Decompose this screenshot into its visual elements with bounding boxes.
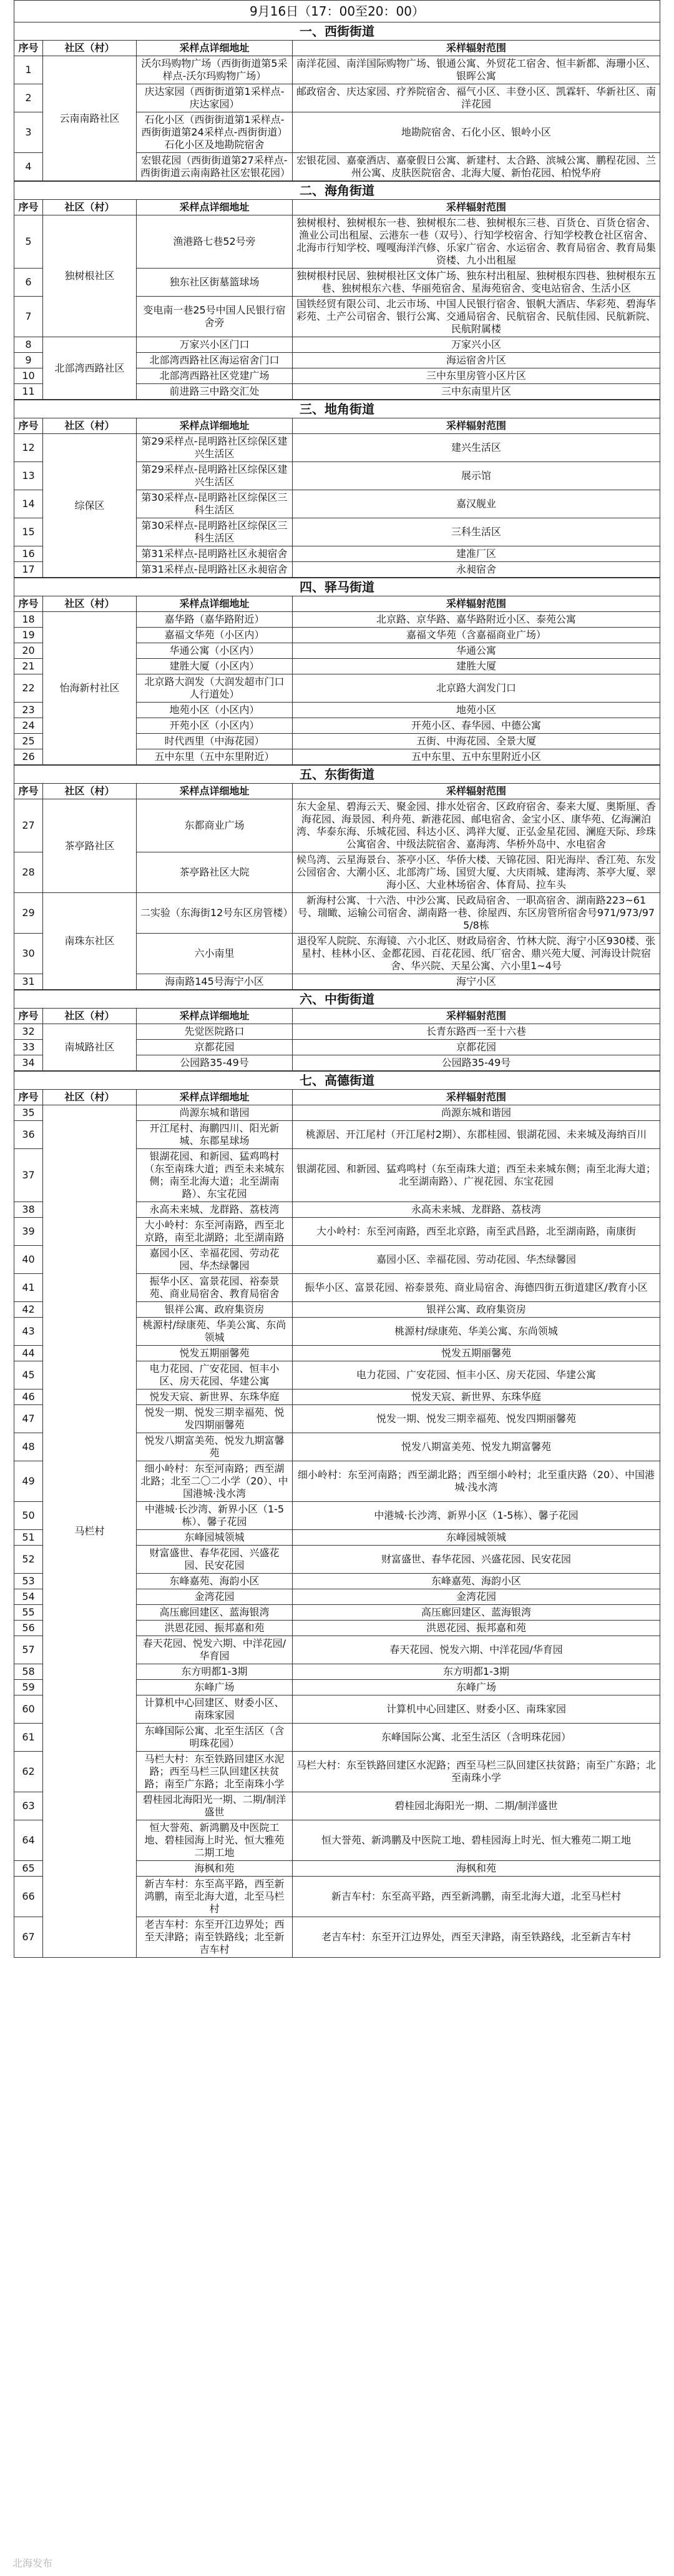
address-cell: 碧桂园北海阳光一期、二期/制洋盛世 <box>137 1792 293 1820</box>
address-cell: 庆达家园（西街街道第1采样点-庆达家园） <box>137 84 293 112</box>
address-cell: 北京路大润发（大润发超市门口人行道处） <box>137 674 293 703</box>
section-title: 六、中街街道 <box>14 990 660 1008</box>
range-header: 采样辐射范围 <box>293 418 660 434</box>
seq-header: 序号 <box>14 596 43 612</box>
range-cell: 三中东里房管小区片区 <box>293 368 660 384</box>
address-cell: 海南路145号海宁小区 <box>137 974 293 990</box>
community-cell: 北部湾西路社区 <box>43 337 137 400</box>
range-cell: 新吉车村：东至高平路，西至新鸿鹏，南至北海大道，北至马栏村 <box>293 1877 660 1917</box>
community-header: 社区（村） <box>43 1009 137 1024</box>
seq-cell: 17 <box>14 562 43 578</box>
range-cell: 展示馆 <box>293 462 660 490</box>
range-cell: 国铁经贸有限公司、北云市场、中国人民银行宿舍、银帆大酒店、华彩苑、碧海华彩苑、土产公司宿舍、银行公寓、交通局宿舍、民航宿舍、民航佳园、民航新院、民航附属楼 <box>293 297 660 337</box>
address-cell: 永高未来城、龙群路、荔枝湾 <box>137 1202 293 1218</box>
address-cell: 京都花园 <box>137 1040 293 1055</box>
address-cell: 悦发五期丽馨苑 <box>137 1346 293 1361</box>
seq-cell: 2 <box>14 84 43 112</box>
seq-cell: 31 <box>14 974 43 990</box>
address-cell: 六小南里 <box>137 934 293 974</box>
table-header-row <box>14 418 660 434</box>
seq-cell: 25 <box>14 734 43 749</box>
community-cell: 茶亭路社区 <box>43 799 137 893</box>
seq-cell: 45 <box>14 1361 43 1389</box>
address-cell: 嘉园小区、幸福花园、劳动花园、华杰绿馨园 <box>137 1246 293 1274</box>
range-cell: 银湖花园、和新园、猛鸡鸣村（东至南珠大道；西至未来城东侧；南至北海大道；北至湖南路）、广视花园、东宝花园 <box>293 1149 660 1202</box>
table-row <box>14 1024 660 1040</box>
section <box>14 400 660 578</box>
address-cell: 前进路三中路交汇处 <box>137 384 293 400</box>
seq-cell: 51 <box>14 1530 43 1546</box>
range-cell: 东大金星、碧海云天、聚金园、排水处宿舍、区政府宿舍、泰来大厦、奥斯厘、香海花园、海景园、利舟苑、新港花园、邮电宿舍、金宝小区、康华苑、亿海澜泊湾、华泰东海、乐城花园、科达小区、鸿祥大厦、正弘金星花园、澜庭天际、珍珠公寓宿舍、中级法院宿舍、嘉海湾、华桥外岛中、水电宿舍 <box>293 799 660 852</box>
address-cell: 渔港路七巷52号旁 <box>137 215 293 269</box>
seq-cell: 12 <box>14 434 43 462</box>
seq-cell: 47 <box>14 1405 43 1433</box>
seq-cell: 67 <box>14 1917 43 1958</box>
seq-cell: 44 <box>14 1346 43 1361</box>
range-cell: 邮政宿舍、庆达家园、疗养院宿舍、福气小区、丰登小区、凯霖轩、华新社区、南洋花园 <box>293 84 660 112</box>
seq-cell: 5 <box>14 215 43 269</box>
range-cell: 电力花园、广安花园、恒丰小区、房天花园、华建公寓 <box>293 1361 660 1389</box>
address-cell: 开苑小区（小区内） <box>137 718 293 734</box>
address-cell: 中港城·长沙湾、新界小区（1-5栋）、馨子花园 <box>137 1502 293 1530</box>
address-cell: 春天花园、悦发六期、中洋花园/华育园 <box>137 1636 293 1664</box>
range-cell: 京都花园 <box>293 1040 660 1055</box>
range-cell: 嘉汉舰业 <box>293 490 660 518</box>
address-cell: 计算机中心回建区、财委小区、南珠家园 <box>137 1695 293 1724</box>
address-cell: 华通公寓（小区内） <box>137 643 293 659</box>
address-cell: 变电南一巷25号中国人民银行宿舍旁 <box>137 297 293 337</box>
range-header: 采样辐射范围 <box>293 41 660 56</box>
range-cell: 三科生活区 <box>293 518 660 546</box>
community-header: 社区（村） <box>43 41 137 56</box>
table-row <box>14 337 660 353</box>
address-cell: 洪恩花园、振邦嘉和苑 <box>137 1621 293 1636</box>
seq-cell: 20 <box>14 643 43 659</box>
community-cell: 南珠东社区 <box>43 893 137 990</box>
section-title: 四、驿马街道 <box>14 578 660 596</box>
seq-cell: 36 <box>14 1121 43 1149</box>
seq-cell: 52 <box>14 1546 43 1574</box>
seq-cell: 64 <box>14 1820 43 1861</box>
range-cell: 宏银花园、嘉豪酒店、嘉豪假日公寓、新建村、太合路、滨城公寓、鹏程花园、兰州公寓、皮肤医院宿舍、北海大厦、新怡花园、柏悦华府 <box>293 153 660 181</box>
seq-cell: 29 <box>14 893 43 934</box>
section <box>14 578 660 765</box>
section <box>14 22 660 181</box>
seq-cell: 10 <box>14 368 43 384</box>
address-cell: 嘉福文华苑（小区内） <box>137 628 293 643</box>
range-cell: 海枫和苑 <box>293 1861 660 1877</box>
address-cell: 恒大誉苑、新鸿鹏及中医院工地、碧桂园海上时光、恒大雅苑二期工地 <box>137 1820 293 1861</box>
seq-cell: 3 <box>14 112 43 153</box>
seq-cell: 43 <box>14 1318 43 1346</box>
community-cell: 怡海新村社区 <box>43 612 137 765</box>
seq-header: 序号 <box>14 418 43 434</box>
table-row <box>14 612 660 628</box>
address-cell: 独东社区街墓篮球场 <box>137 269 293 297</box>
range-cell: 五街、中海花园、全景大厦 <box>293 734 660 749</box>
address-cell: 悦发一期、悦发三期幸福苑、悦发四期丽馨苑 <box>137 1405 293 1433</box>
seq-cell: 13 <box>14 462 43 490</box>
address-cell: 茶亭路社区大院 <box>137 852 293 893</box>
address-cell: 银湖花园、和新园、猛鸡鸣村（东至南珠大道；西至未来城东侧；南至北海大道；北至湖南路）、东宝花园 <box>137 1149 293 1202</box>
page-title: 9月16日（17：00至20：00） <box>14 0 660 22</box>
range-cell: 东峰园城领城 <box>293 1530 660 1546</box>
address-header: 采样点详细地址 <box>137 41 293 56</box>
community-cell: 独树根社区 <box>43 215 137 337</box>
sampling-table <box>14 1008 660 1071</box>
address-cell: 财富盛世、春华花园、兴盛花园、民安花园 <box>137 1546 293 1574</box>
seq-cell: 61 <box>14 1724 43 1752</box>
address-cell: 悦发天宸、新世界、东珠华庭 <box>137 1389 293 1405</box>
seq-cell: 40 <box>14 1246 43 1274</box>
address-cell: 东峰国际公寓、北至生活区（含明珠花园） <box>137 1724 293 1752</box>
section <box>14 181 660 400</box>
address-cell: 五中东里（五中东里附近） <box>137 749 293 765</box>
address-cell: 东峰嘉苑、海韵小区 <box>137 1574 293 1589</box>
seq-cell: 59 <box>14 1680 43 1695</box>
section <box>14 1071 660 1958</box>
range-cell: 南洋花园、南洋国际购物广场、银通公寓、外贸花工宿舍、恒丰新都、海珊小区、银晖公寓 <box>293 56 660 84</box>
range-cell: 洪恩花园、振邦嘉和苑 <box>293 1621 660 1636</box>
range-cell: 细小岭村：东至河南路；西至湖北路；西至细小岭村；北至重庆路（20）、中国港城·浅水湾 <box>293 1461 660 1502</box>
range-cell: 长青东路西一至十六巷 <box>293 1024 660 1040</box>
community-cell: 南城路社区 <box>43 1024 137 1071</box>
section-title: 七、高德街道 <box>14 1071 660 1089</box>
section <box>14 990 660 1071</box>
range-cell: 碧桂园北海阳光一期、二期/制洋盛世 <box>293 1792 660 1820</box>
range-cell: 东峰嘉苑、海韵小区 <box>293 1574 660 1589</box>
address-cell: 东都商业广场 <box>137 799 293 852</box>
range-cell: 恒大誉苑、新鸿鹏及中医院工地、碧桂园海上时光、恒大雅苑二期工地 <box>293 1820 660 1861</box>
address-cell: 第30采样点-昆明路社区综保区三科生活区 <box>137 490 293 518</box>
seq-cell: 49 <box>14 1461 43 1502</box>
range-header: 采样辐射范围 <box>293 1009 660 1024</box>
seq-cell: 26 <box>14 749 43 765</box>
range-cell: 悦发天宸、新世界、东珠华庭 <box>293 1389 660 1405</box>
seq-cell: 35 <box>14 1105 43 1121</box>
section-title: 一、西街街道 <box>14 22 660 40</box>
seq-cell: 15 <box>14 518 43 546</box>
table-row <box>14 56 660 84</box>
address-cell: 电力花园、广安花园、恒丰小区、房天花园、华建公寓 <box>137 1361 293 1389</box>
community-cell: 云南南路社区 <box>43 56 137 181</box>
range-cell: 中港城·长沙湾、新界小区（1-5栋）、馨子花园 <box>293 1502 660 1530</box>
address-header: 采样点详细地址 <box>137 418 293 434</box>
seq-cell: 6 <box>14 269 43 297</box>
address-cell: 第31采样点-昆明路社区永昶宿舍 <box>137 562 293 578</box>
section-title: 二、海角街道 <box>14 181 660 199</box>
range-cell: 东峰国际公寓、北至生活区（含明珠花园） <box>293 1724 660 1752</box>
seq-cell: 37 <box>14 1149 43 1202</box>
range-cell: 振华小区、富景花园、裕泰景苑、商业局宿舍、海德四街五街道建区/教育小区 <box>293 1274 660 1302</box>
range-header: 采样辐射范围 <box>293 596 660 612</box>
seq-cell: 19 <box>14 628 43 643</box>
seq-header: 序号 <box>14 41 43 56</box>
range-cell: 华通公寓 <box>293 643 660 659</box>
address-header: 采样点详细地址 <box>137 200 293 215</box>
address-cell: 石化小区（西街街道第1采样点-西街街道第24采样点-西街街道）石化小区及地勘院宿舍 <box>137 112 293 153</box>
seq-cell: 23 <box>14 703 43 718</box>
address-cell: 桃源村/绿康苑、华美公寓、东尚领城 <box>137 1318 293 1346</box>
address-cell: 东峰广场 <box>137 1680 293 1695</box>
seq-cell: 63 <box>14 1792 43 1820</box>
range-cell: 东峰广场 <box>293 1680 660 1695</box>
address-cell: 第31采样点-昆明路社区永昶宿舍 <box>137 546 293 562</box>
address-cell: 高压廊回建区、蓝海银湾 <box>137 1605 293 1621</box>
seq-cell: 62 <box>14 1752 43 1792</box>
seq-cell: 42 <box>14 1302 43 1318</box>
seq-cell: 18 <box>14 612 43 628</box>
address-cell: 二实验（东海街12号东区房管楼） <box>137 893 293 934</box>
range-cell: 三中东南里片区 <box>293 384 660 400</box>
seq-cell: 60 <box>14 1695 43 1724</box>
seq-cell: 55 <box>14 1605 43 1621</box>
address-header: 采样点详细地址 <box>137 596 293 612</box>
range-cell: 悦发一期、悦发三期幸福苑、悦发四期丽馨苑 <box>293 1405 660 1433</box>
address-cell: 开江尾村、海鹏四川、阳光新城、东郡星球场 <box>137 1121 293 1149</box>
range-cell: 桃源村/绿康苑、华美公寓、东尚领城 <box>293 1318 660 1346</box>
address-cell: 东峰园城领城 <box>137 1530 293 1546</box>
range-cell: 高压廊回建区、蓝海银湾 <box>293 1605 660 1621</box>
address-cell: 先觉医院路口 <box>137 1024 293 1040</box>
table-row <box>14 893 660 934</box>
range-cell: 万家兴小区 <box>293 337 660 353</box>
table-header-row <box>14 1009 660 1024</box>
range-cell: 财富盛世、春华花园、兴盛花园、民安花园 <box>293 1546 660 1574</box>
address-cell: 第30采样点-昆明路社区综保区三科生活区 <box>137 518 293 546</box>
address-cell: 万家兴小区门口 <box>137 337 293 353</box>
range-cell: 银祥公寓、政府集资房 <box>293 1302 660 1318</box>
address-header: 采样点详细地址 <box>137 1090 293 1105</box>
seq-cell: 41 <box>14 1274 43 1302</box>
range-header: 采样辐射范围 <box>293 200 660 215</box>
sections-container <box>14 22 660 1958</box>
seq-cell: 39 <box>14 1218 43 1246</box>
sampling-table <box>14 418 660 578</box>
seq-cell: 1 <box>14 56 43 84</box>
address-header: 采样点详细地址 <box>137 784 293 799</box>
sampling-table <box>14 783 660 990</box>
seq-cell: 16 <box>14 546 43 562</box>
range-cell: 独树根村民居、独树根社区文体广场、独东村出租屋、独树根东四巷、独树根东五巷、独树根东六巷、华丽苑宿舍、星海苑宿舍、变电站宿舍、生活小区 <box>293 269 660 297</box>
sampling-table <box>14 199 660 400</box>
range-cell: 春天花园、悦发六期、中洋花园/华育园 <box>293 1636 660 1664</box>
address-cell: 银祥公寓、政府集资房 <box>137 1302 293 1318</box>
seq-cell: 11 <box>14 384 43 400</box>
community-cell: 马栏村 <box>43 1105 137 1958</box>
address-cell: 第29采样点-昆明路社区综保区建兴生活区 <box>137 462 293 490</box>
seq-header: 序号 <box>14 1009 43 1024</box>
table-row <box>14 799 660 852</box>
seq-cell: 9 <box>14 353 43 368</box>
range-cell: 建胜大厦 <box>293 659 660 674</box>
range-cell: 悦发五期丽馨苑 <box>293 1346 660 1361</box>
seq-header: 序号 <box>14 784 43 799</box>
address-cell: 宏银花园（西街街道第27采样点-西街街道云南南路社区宏银花园） <box>137 153 293 181</box>
table-row <box>14 215 660 269</box>
seq-header: 序号 <box>14 200 43 215</box>
sampling-table <box>14 40 660 181</box>
range-cell: 地勘院宿舍、石化小区、银岭小区 <box>293 112 660 153</box>
seq-cell: 38 <box>14 1202 43 1218</box>
seq-cell: 28 <box>14 852 43 893</box>
range-cell: 北京路大润发门口 <box>293 674 660 703</box>
address-cell: 马栏大村：东至铁路回建区水泥路；西至马栏三队回建区扶贫路；南至广东路；北至南珠小学 <box>137 1752 293 1792</box>
table-header-row <box>14 41 660 56</box>
range-cell: 大小岭村：东至河南路，西至北京路，南至武昌路，北至湖南路，南康街 <box>293 1218 660 1246</box>
seq-cell: 30 <box>14 934 43 974</box>
range-cell: 马栏大村：东至铁路回建区水泥路；西至马栏三队回建区扶贫路；南至广东路；北至南珠小学 <box>293 1752 660 1792</box>
seq-cell: 66 <box>14 1877 43 1917</box>
address-cell: 海枫和苑 <box>137 1861 293 1877</box>
seq-cell: 48 <box>14 1433 43 1461</box>
range-cell: 新海村公寓、十六浩、中沙公寓、民政局宿舍、一职高宿舍、湖南路223~61号、瑞瞰、运输公司宿舍、湖南路一巷、徐屋西、东区房管所宿舍号971/973/975/8栋 <box>293 893 660 934</box>
range-cell: 老吉车村：东至开江边界处，西至天津路，南至铁路线，北至新吉车村 <box>293 1917 660 1958</box>
address-cell: 老吉车村：东至开江边界处；西至天津路；南至铁路线；北至新吉车村 <box>137 1917 293 1958</box>
section-title: 三、地角街道 <box>14 400 660 418</box>
seq-cell: 24 <box>14 718 43 734</box>
address-cell: 公园路35-49号 <box>137 1055 293 1071</box>
address-cell: 东方明都1-3期 <box>137 1664 293 1680</box>
range-cell: 嘉园小区、幸福花园、劳动花园、华杰绿馨园 <box>293 1246 660 1274</box>
seq-cell: 32 <box>14 1024 43 1040</box>
address-cell: 大小岭村：东至河南路，西至北京路，南至北湖路；北至湖南路 <box>137 1218 293 1246</box>
seq-cell: 22 <box>14 674 43 703</box>
range-cell: 建准厂区 <box>293 546 660 562</box>
sampling-table <box>14 1089 660 1958</box>
address-cell: 尚源东城和谐园 <box>137 1105 293 1121</box>
range-cell: 桃源居、开江尾村（开江尾村2期）、东郡桂园、银湖花园、未来城及海纳百川 <box>293 1121 660 1149</box>
community-cell: 综保区 <box>43 434 137 578</box>
seq-cell: 14 <box>14 490 43 518</box>
seq-cell: 8 <box>14 337 43 353</box>
range-cell: 五中东里、五中东里附近小区 <box>293 749 660 765</box>
range-cell: 嘉福文华苑（含嘉福商业广场） <box>293 628 660 643</box>
watermark: 北海发布 <box>12 2557 53 2569</box>
section-title: 五、东街街道 <box>14 765 660 783</box>
seq-cell: 34 <box>14 1055 43 1071</box>
range-header: 采样辐射范围 <box>293 784 660 799</box>
table-row <box>14 1105 660 1121</box>
table-header-row <box>14 784 660 799</box>
range-cell: 建兴生活区 <box>293 434 660 462</box>
address-cell: 北部湾西路社区海运宿舍门口 <box>137 353 293 368</box>
address-cell: 北部湾西路社区党建广场 <box>137 368 293 384</box>
address-cell: 建胜大厦（小区内） <box>137 659 293 674</box>
table-header-row <box>14 1090 660 1105</box>
community-header: 社区（村） <box>43 1090 137 1105</box>
address-cell: 新吉车村：东至高平路，西至新鸿鹏，南至北海大道，北至马栏村 <box>137 1877 293 1917</box>
seq-cell: 7 <box>14 297 43 337</box>
range-cell: 尚源东城和谐园 <box>293 1105 660 1121</box>
range-cell: 金湾花园 <box>293 1589 660 1605</box>
range-cell: 永高未来城、龙群路、荔枝湾 <box>293 1202 660 1218</box>
range-cell: 开苑小区、春华园、中德公寓 <box>293 718 660 734</box>
seq-cell: 21 <box>14 659 43 674</box>
community-header: 社区（村） <box>43 784 137 799</box>
address-cell: 悦发八期富美苑、悦发九期富馨苑 <box>137 1433 293 1461</box>
range-cell: 海运宿舍片区 <box>293 353 660 368</box>
address-cell: 地苑小区（小区内） <box>137 703 293 718</box>
address-cell: 金湾花园 <box>137 1589 293 1605</box>
range-cell: 计算机中心回建区、财委小区、南珠家园 <box>293 1695 660 1724</box>
seq-cell: 53 <box>14 1574 43 1589</box>
range-cell: 独树根村、独树根东一巷、独树根东二巷、独树根东三巷、百货仓、百货仓宿舍、渔业公司出租屋、云港东一巷（双号）、行知学校宿舍、行知学校教仓社区宿舍、北海市行知学校、嘎嘎海洋汽修、乐家广宿舍、水运宿舍、教育局宿舍、教育局集资楼、九小出租屋 <box>293 215 660 269</box>
section <box>14 765 660 990</box>
address-cell: 细小岭村：东至河南路；西至湖北路；北至二〇二小学（20）、中国港城·浅水湾 <box>137 1461 293 1502</box>
range-cell: 地苑小区 <box>293 703 660 718</box>
range-cell: 北京路、京华路、嘉华路附近小区、泰苑公寓 <box>293 612 660 628</box>
range-cell: 退役军人院院、东海镜、六小北区、财政局宿舍、竹林大院、海宁小区930楼、张星村、桂林小区、金都花园、百花花园、纸厂宿舍、鼎兴苑大厦、河海设计院宿舍、华兴院、天星公寓、六小里1~4号 <box>293 934 660 974</box>
seq-cell: 33 <box>14 1040 43 1055</box>
address-cell: 时代西里（中海花园） <box>137 734 293 749</box>
seq-cell: 27 <box>14 799 43 852</box>
range-cell: 海宁小区 <box>293 974 660 990</box>
address-cell: 第29采样点-昆明路社区综保区建兴生活区 <box>137 434 293 462</box>
range-header: 采样辐射范围 <box>293 1090 660 1105</box>
community-header: 社区（村） <box>43 200 137 215</box>
table-header-row <box>14 200 660 215</box>
seq-cell: 50 <box>14 1502 43 1530</box>
address-header: 采样点详细地址 <box>137 1009 293 1024</box>
seq-cell: 4 <box>14 153 43 181</box>
sampling-table <box>14 596 660 765</box>
address-cell: 沃尔玛购物广场（西街街道第5采样点-沃尔玛购物广场） <box>137 56 293 84</box>
range-cell: 候鸟湾、云星海景台、茶亭小区、华侨大楼、天锦花园、阳光海岸、香江苑、东发公园宿舍、大潮小区、北部湾广场、国贸大厦、大庆雨城、建海湾、茶亭大厦、翠海小区、大业林场宿舍、体育局、拉车头 <box>293 852 660 893</box>
table-row <box>14 434 660 462</box>
range-cell: 东方明都1-3期 <box>293 1664 660 1680</box>
seq-cell: 54 <box>14 1589 43 1605</box>
community-header: 社区（村） <box>43 418 137 434</box>
community-header: 社区（村） <box>43 596 137 612</box>
table-header-row <box>14 596 660 612</box>
seq-header: 序号 <box>14 1090 43 1105</box>
seq-cell: 58 <box>14 1664 43 1680</box>
seq-cell: 57 <box>14 1636 43 1664</box>
seq-cell: 56 <box>14 1621 43 1636</box>
range-cell: 永昶宿舍 <box>293 562 660 578</box>
seq-cell: 65 <box>14 1861 43 1877</box>
address-cell: 振华小区、富景花园、裕泰景苑、商业局宿舍、教育局宿舍 <box>137 1274 293 1302</box>
range-cell: 悦发八期富美苑、悦发九期富馨苑 <box>293 1433 660 1461</box>
seq-cell: 46 <box>14 1389 43 1405</box>
range-cell: 公园路35-49号 <box>293 1055 660 1071</box>
address-cell: 嘉华路（嘉华路附近） <box>137 612 293 628</box>
